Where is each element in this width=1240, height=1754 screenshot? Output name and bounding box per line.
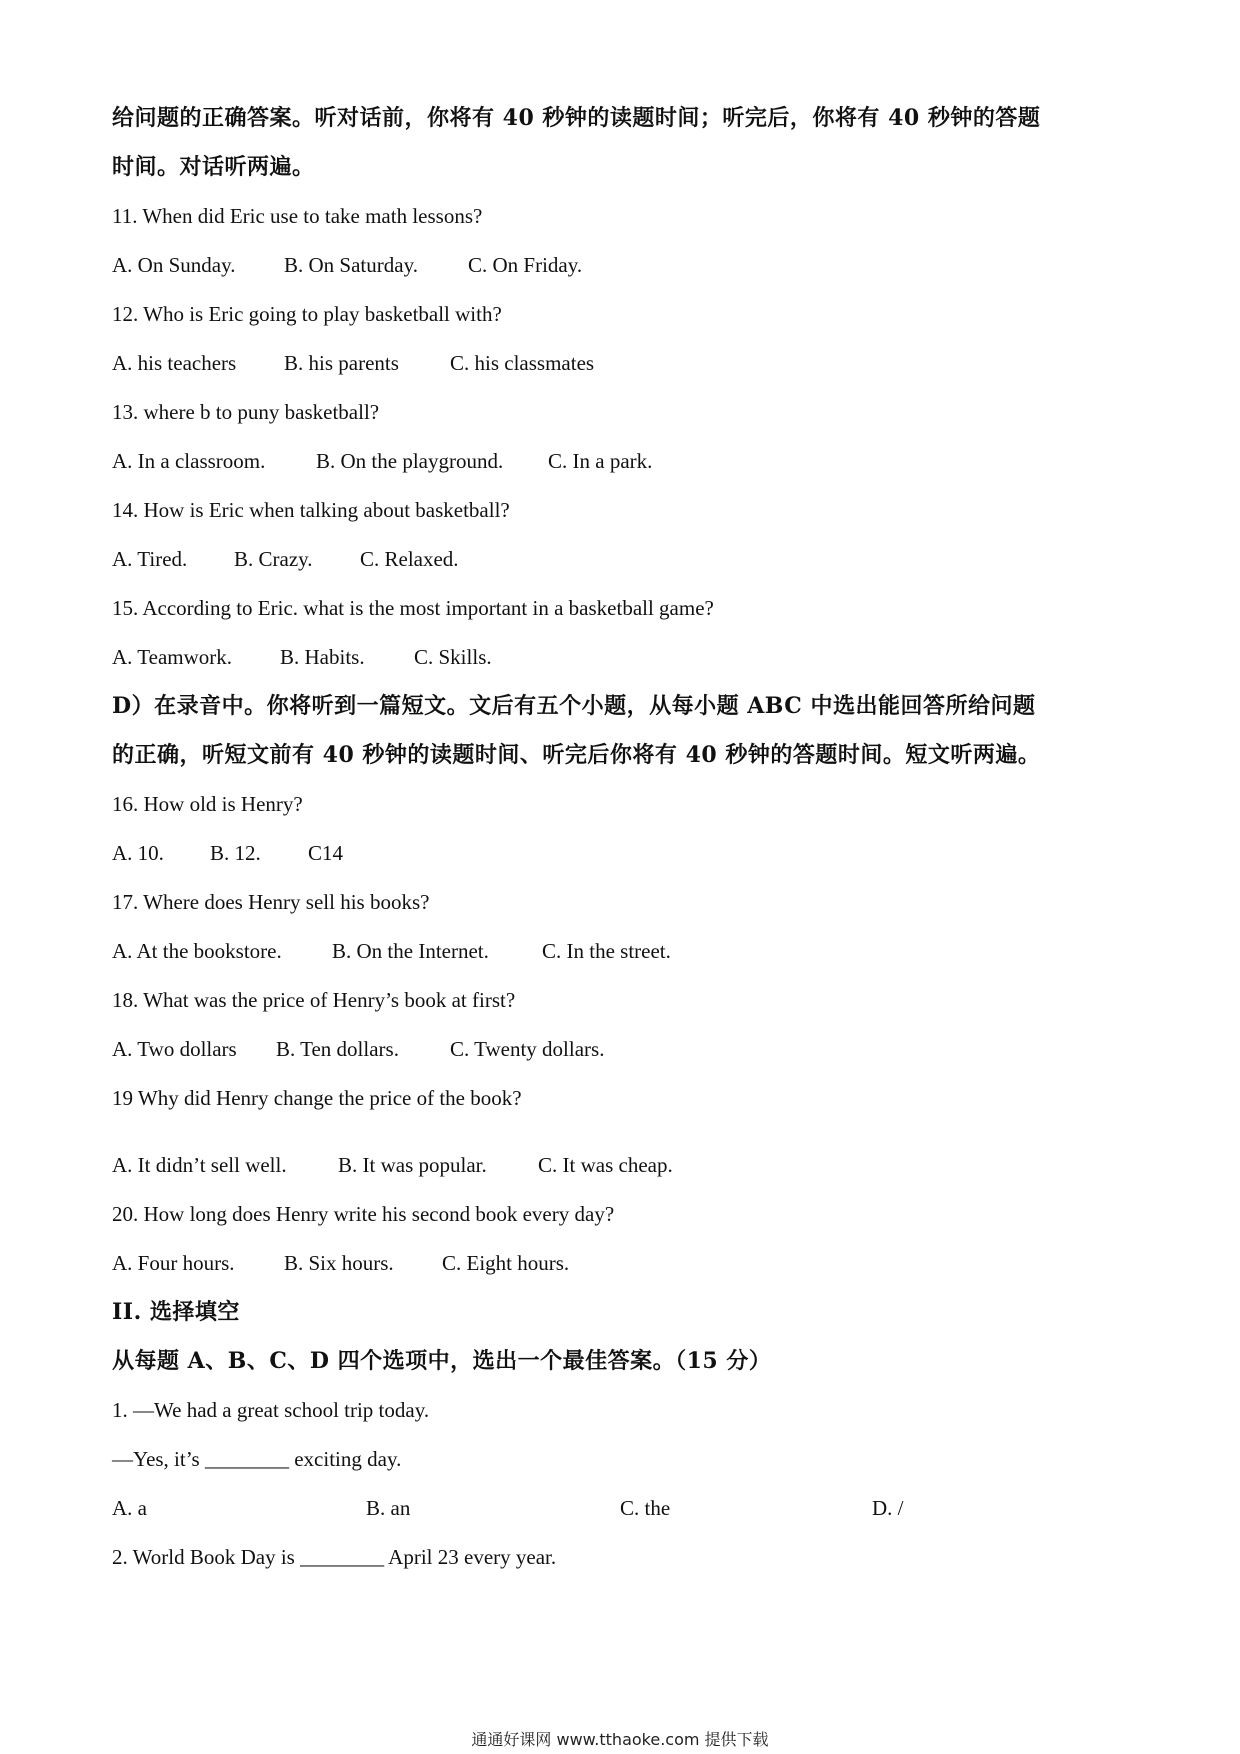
q16-option-b: B. 12. [210,841,261,865]
q15-option-a: A. Teamwork. [112,645,233,669]
q19-option-c: C. It was cheap. [538,1153,673,1177]
mc-q1-option-d: D. / [872,1496,904,1520]
section-d-instructions-line2: 的正确，听短文前有 40 秒钟的读题时间、听完后你将有 40 秒钟的答题时间。短文听两遍。 [112,742,1041,768]
q16-option-a: A. 10. [112,841,164,865]
section-c-instructions-line2: 时间。对话听两遍。 [112,154,315,180]
q12-option-b: B. his parents [284,351,399,375]
footer-watermark: 通通好课网 www.tthaoke.com 提供下载 [471,1730,769,1749]
q11-option-a: A. On Sunday. [112,253,236,277]
question-18: 18. What was the price of Henry’s book at first? [112,988,516,1012]
q11-option-b: B. On Saturday. [284,253,418,277]
q13-option-a: A. In a classroom. [112,449,266,473]
mc-question-2-line1: 2. World Book Day is ________ April 23 every year. [112,1545,557,1569]
q12-option-a: A. his teachers [112,351,237,375]
q19-option-b: B. It was popular. [338,1153,487,1177]
q18-option-a: A. Two dollars [112,1037,237,1061]
mc-q1-option-b: B. an [366,1496,411,1520]
q17-option-b: B. On the Internet. [332,939,489,963]
mc-q1-option-a: A. a [112,1496,147,1520]
q19-option-a: A. It didn’t sell well. [112,1153,287,1177]
q20-option-b: B. Six hours. [284,1251,394,1275]
section-c-instructions-line1: 给问题的正确答案。听对话前，你将有 40 秒钟的读题时间；听完后，你将有 40 秒钟的答题 [112,105,1041,131]
question-11: 11. When did Eric use to take math lessons? [112,204,483,228]
question-19: 19 Why did Henry change the price of the book? [112,1086,522,1110]
question-16: 16. How old is Henry? [112,792,303,816]
q15-option-b: B. Habits. [280,645,365,669]
question-15: 15. According to Eric. what is the most important in a basketball game? [112,596,714,620]
q14-option-c: C. Relaxed. [360,547,459,571]
q17-option-c: C. In the street. [542,939,671,963]
q18-option-b: B. Ten dollars. [276,1037,399,1061]
question-12: 12. Who is Eric going to play basketball with? [112,302,502,326]
q18-option-c: C. Twenty dollars. [450,1037,605,1061]
mc-q1-option-c: C. the [620,1496,671,1520]
mc-question-1-line2: —Yes, it’s ________ exciting day. [112,1447,402,1471]
section-ii-title: II. 选择填空 [112,1299,240,1325]
question-17: 17. Where does Henry sell his books? [112,890,430,914]
q14-option-b: B. Crazy. [234,547,313,571]
question-20: 20. How long does Henry write his second book every day? [112,1202,615,1226]
question-14: 14. How is Eric when talking about basketball? [112,498,510,522]
q11-option-c: C. On Friday. [468,253,583,277]
q20-option-a: A. Four hours. [112,1251,235,1275]
section-ii-instructions: 从每题 A、B、C、D 四个选项中，选出一个最佳答案。（15 分） [112,1348,772,1374]
mc-question-1-line1: 1. —We had a great school trip today. [112,1398,430,1422]
q13-option-b: B. On the playground. [316,449,504,473]
section-d-instructions-line1: D）在录音中。你将听到一篇短文。文后有五个小题，从每小题 ABC 中选出能回答所给问题 [112,693,1036,719]
q12-option-c: C. his classmates [450,351,595,375]
q15-option-c: C. Skills. [414,645,492,669]
q20-option-c: C. Eight hours. [442,1251,570,1275]
q13-option-c: C. In a park. [548,449,653,473]
q14-option-a: A. Tired. [112,547,188,571]
q16-option-c: C14 [308,841,344,865]
question-13: 13. where b to puny basketball? [112,400,380,424]
q17-option-a: A. At the bookstore. [112,939,282,963]
